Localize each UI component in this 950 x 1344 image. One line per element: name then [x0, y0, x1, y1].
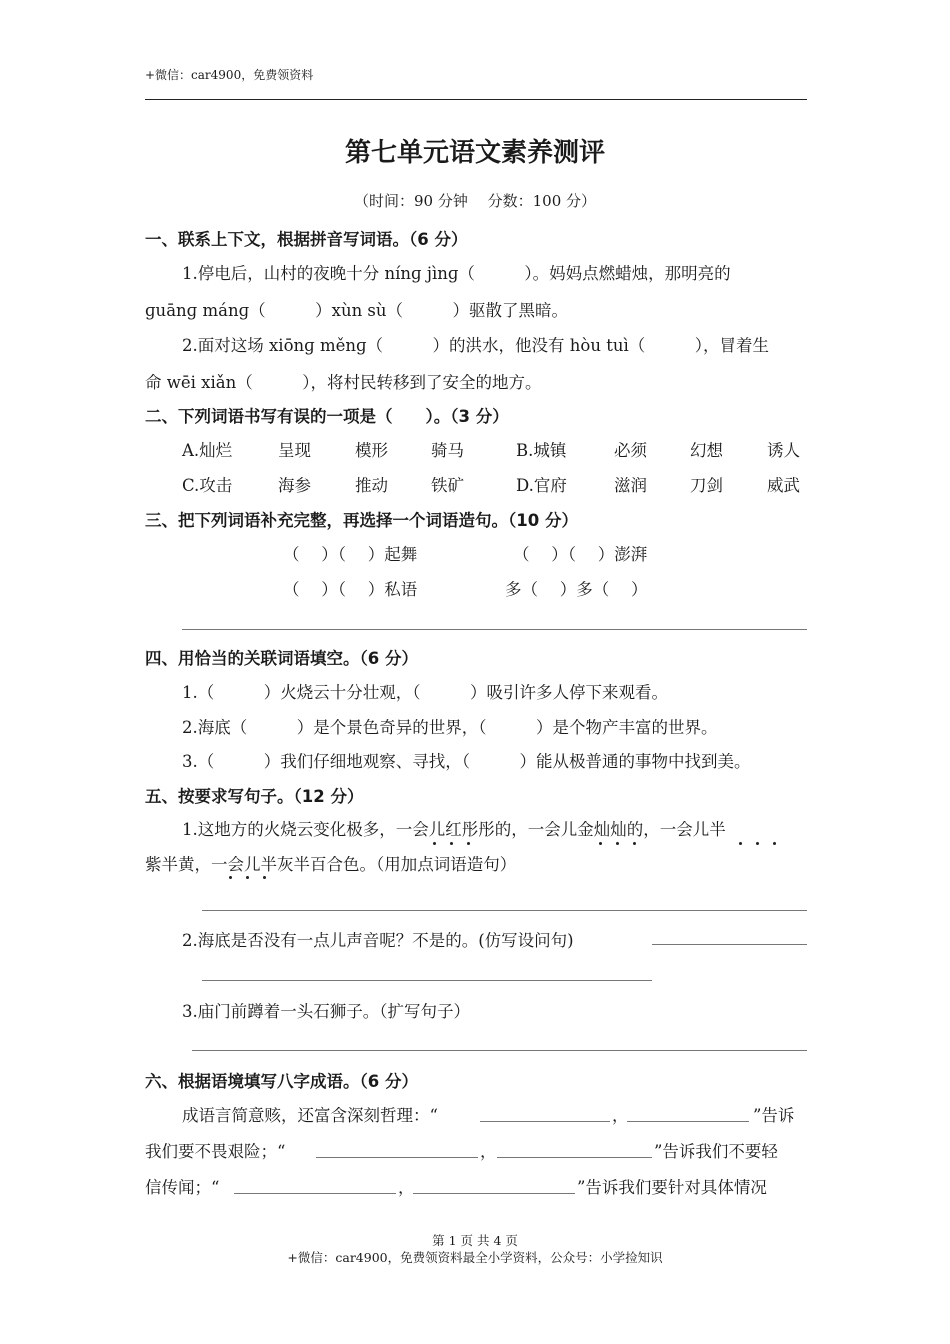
word: 诱人 [767, 441, 800, 460]
s6-blank-4[interactable] [497, 1157, 652, 1158]
emphasis-dot [616, 842, 619, 845]
s6-line-3-end: ”告诉我们要针对具体情况 [577, 1178, 767, 1197]
s6-line-2-text: 我们要不畏艰险；“ [145, 1142, 286, 1161]
s6-line-1-text: 成语言简意赅，还富含深刻哲理：“ [182, 1106, 438, 1125]
s3-blank-c: （ ）（ ）私语 [283, 580, 418, 599]
emphasis-dot [739, 842, 742, 845]
word: 模形 [355, 441, 388, 460]
word: 幻想 [690, 441, 723, 460]
s3-blank-a: （ ）（ ）起舞 [283, 545, 418, 564]
s5-answer-line-2a[interactable] [652, 944, 807, 945]
word: 骑马 [431, 441, 464, 460]
s5-line-3: 2.海底是否没有一点儿声音呢？不是的。(仿写设问句) [182, 931, 574, 950]
word: 必须 [614, 441, 647, 460]
word: D.官府 [516, 476, 567, 495]
emphasis-dot [433, 842, 436, 845]
word: 海参 [278, 476, 311, 495]
emphasis-dot [246, 876, 249, 879]
word: B.城镇 [516, 441, 567, 460]
word: 刀剑 [690, 476, 723, 495]
word: C.攻击 [182, 476, 233, 495]
s5-answer-line-1[interactable] [202, 910, 807, 911]
s3-blank-b: （ ）（ ）澎湃 [513, 545, 648, 564]
word: 铁矿 [431, 476, 464, 495]
s6-blank-1[interactable] [480, 1121, 610, 1122]
s6-blank-2[interactable] [627, 1121, 749, 1122]
word: 威武 [767, 476, 800, 495]
emphasis-dot [773, 842, 776, 845]
s6-line-1-end: ”告诉 [753, 1106, 795, 1125]
emphasis-dot [450, 842, 453, 845]
page-number: 第 1 页 共 4 页 [432, 1233, 518, 1248]
section-1-heading: 一、联系上下文，根据拼音写词语。（6 分） [145, 230, 468, 249]
s1-line-4: 命 wēi xiǎn（ ），将村民转移到了安全的地方。 [145, 373, 542, 392]
emphasis-dot [467, 842, 470, 845]
s3-blank-d: 多（ ）多（ ） [505, 580, 648, 599]
s5-line-1: 1.这地方的火烧云变化极多，一会儿红彤彤的，一会儿金灿灿的，一会儿半 [182, 820, 726, 839]
emphasis-dot [633, 842, 636, 845]
word: 滋润 [614, 476, 647, 495]
emphasis-dot [756, 842, 759, 845]
s5-line-4: 3.庙门前蹲着一头石狮子。（扩写句子） [182, 1002, 470, 1021]
s3-answer-line[interactable] [182, 629, 807, 630]
s1-line-1: 1.停电后，山村的夜晚十分 nínɡ jìnɡ（ ）。妈妈点燃蜡烛，那明亮的 [182, 264, 731, 283]
s6-line-2-comma: ， [480, 1142, 497, 1161]
page-title: 第七单元语文素养测评 [344, 138, 605, 168]
s6-line-3-comma: ， [398, 1178, 415, 1197]
footer-note: +微信：car4900，免费领资料最全小学资料，公众号：小学捡知识 [287, 1250, 663, 1265]
s4-line-3: 3.（ ）我们仔细地观察、寻找，（ ）能从极普通的事物中找到美。 [182, 752, 751, 771]
s5-answer-line-2b[interactable] [202, 980, 652, 981]
section-3-heading: 三、把下列词语补充完整，再选择一个词语造句。（10 分） [145, 511, 578, 530]
s6-blank-3[interactable] [316, 1157, 478, 1158]
word: 呈现 [278, 441, 311, 460]
s5-answer-line-3[interactable] [192, 1050, 807, 1051]
header-note: +微信：car4900，免费领资料 [145, 68, 314, 82]
emphasis-dot [599, 842, 602, 845]
section-4-heading: 四、用恰当的关联词语填空。（6 分） [145, 649, 418, 668]
header-rule [145, 99, 807, 100]
emphasis-dot [229, 876, 232, 879]
section-2-heading: 二、下列词语书写有误的一项是（ ）。（3 分） [145, 407, 509, 426]
word: A.灿烂 [182, 441, 233, 460]
section-5-heading: 五、按要求写句子。（12 分） [145, 787, 364, 806]
word: 推动 [355, 476, 388, 495]
s6-line-2-end: ”告诉我们不要轻 [654, 1142, 778, 1161]
s5-line-2: 紫半黄，一会儿半灰半百合色。（用加点词语造句） [145, 855, 517, 874]
emphasis-dot [263, 876, 266, 879]
s6-line-3-text: 信传闻；“ [145, 1178, 220, 1197]
s1-line-3: 2.面对这场 xiōnɡ měnɡ（ ）的洪水，他没有 hòu tuì（ ），冒着生 [182, 336, 769, 355]
s6-blank-5[interactable] [234, 1193, 396, 1194]
s4-line-1: 1.（ ）火烧云十分壮观，（ ）吸引许多人停下来观看。 [182, 683, 668, 702]
s6-blank-6[interactable] [413, 1193, 575, 1194]
s1-line-2: ɡuānɡ mánɡ（ ）xùn sù（ ）驱散了黑暗。 [145, 301, 569, 320]
page-subtitle: （时间：90 分钟 分数：100 分） [353, 192, 597, 210]
s6-line-1-comma: ， [612, 1106, 629, 1125]
section-6-heading: 六、根据语境填写八字成语。（6 分） [145, 1072, 418, 1091]
s4-line-2: 2.海底（ ）是个景色奇异的世界，（ ）是个物产丰富的世界。 [182, 718, 718, 737]
